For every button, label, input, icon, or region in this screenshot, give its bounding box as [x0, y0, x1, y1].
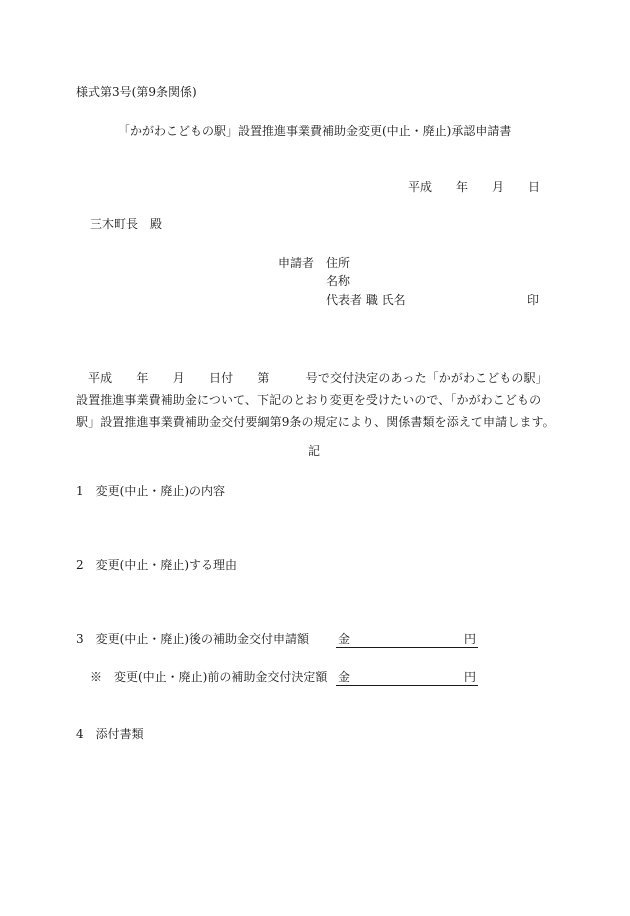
note-prior-decided-amount: ※ 変更(中止・廃止)前の補助金交付決定額	[90, 670, 328, 684]
amount-prefix: 金	[338, 632, 351, 646]
item-2-reason: 2 変更(中止・廃止)する理由	[76, 558, 237, 572]
prior-amount-field[interactable]	[336, 669, 478, 686]
amount-suffix: 円	[463, 670, 476, 684]
application-body-text: 平成 年 月 日付 第 号で交付決定のあった「かがわこどもの駅」設置推進事業費補助金について、下記のとおり変更を受けたいので、「かがわこどもの駅」設置推進事業費補助金交付要綱第9条の規定により、関係書類を添えて申請します。	[76, 371, 555, 429]
item-3-requested-amount: 3 変更(中止・廃止)後の補助金交付申請額	[76, 632, 309, 646]
seal-mark: 印	[527, 293, 540, 307]
ki-heading: 記	[308, 444, 321, 458]
item-4-attachments: 4 添付書類	[76, 727, 144, 741]
applicant-label: 申請者	[278, 256, 315, 270]
requested-amount-field[interactable]	[336, 631, 478, 648]
amount-prefix: 金	[338, 670, 351, 684]
form-number: 様式第3号(第9条関係)	[76, 85, 197, 99]
amount-suffix: 円	[463, 632, 476, 646]
name-label: 名称	[326, 274, 351, 288]
addressee: 三木町長 殿	[90, 217, 163, 231]
address-label: 住所	[326, 256, 351, 270]
date-line: 平成 年 月 日	[408, 180, 541, 194]
item-1-content: 1 変更(中止・廃止)の内容	[76, 484, 225, 498]
representative-label: 代表者 職 氏名	[326, 293, 406, 307]
document-title: 「かがわこどもの駅」設置推進事業費補助金変更(中止・廃止)承認申請書	[118, 124, 512, 138]
